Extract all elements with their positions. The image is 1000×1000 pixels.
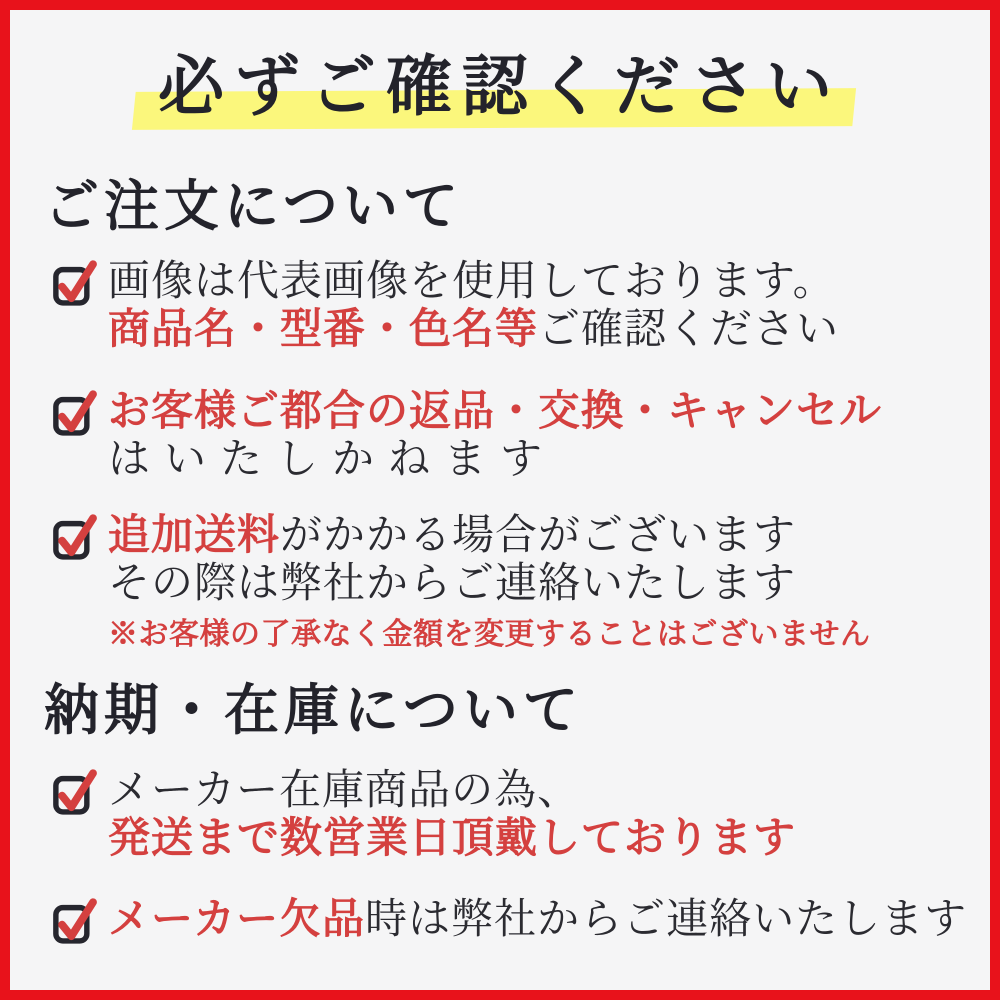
checklist-item [52, 257, 990, 353]
item-line [108, 387, 882, 435]
item-line [108, 511, 871, 559]
item-line [108, 766, 796, 814]
checkbox-checked-icon [52, 385, 100, 439]
checklist-item [52, 511, 990, 655]
item-line [108, 435, 882, 483]
item-text [108, 511, 871, 655]
item-text-segment: がかかる場合がございます [280, 509, 797, 559]
item-text [108, 257, 839, 353]
item-text-segment: 商品名・型番・色名等 [108, 304, 539, 354]
item-text-segment: メーカー在庫商品の為、 [108, 764, 581, 814]
checkbox-checked-icon [52, 509, 100, 563]
item-text-segment: ご確認ください [538, 304, 840, 354]
item-text-segment: メーカー欠品 [108, 894, 366, 944]
page-title [152, 46, 848, 128]
item-line [108, 814, 796, 862]
checkbox-checked-icon [52, 893, 100, 947]
item-text [108, 766, 796, 862]
item-line [108, 257, 839, 305]
item-text [108, 895, 967, 943]
item-text-segment: 画像は代表画像を使用しております。 [108, 256, 836, 306]
item-line [108, 559, 871, 607]
item-text-segment: 発送まで数営業日頂戴しております [108, 812, 797, 862]
checkbox-checked-icon [52, 764, 100, 818]
item-text-segment: 時は弊社からご連絡いたします [365, 894, 968, 944]
item-line [108, 895, 967, 943]
checkbox-checked-icon [52, 255, 100, 309]
checklist-item [52, 387, 990, 483]
title-row [10, 46, 990, 128]
page-title-text: 必ずご確認ください [158, 47, 842, 125]
section-heading-orders: ご注文について [44, 172, 463, 238]
item-text-segment: お客様ご都合の返品・交換・キャンセル [108, 385, 883, 435]
item-text-segment: 追加送料 [108, 509, 281, 559]
item-text-segment: はいたしかねます [108, 433, 557, 483]
checklist-item [52, 766, 990, 862]
item-line [108, 305, 839, 353]
checklist-item [52, 895, 990, 947]
section-heading-delivery-stock: 納期・在庫について [44, 677, 583, 743]
footnote: ※お客様の了承なく金額を変更することはございません [108, 617, 871, 653]
item-text-segment: その際は弊社からご連絡いたします [108, 557, 797, 607]
item-text [108, 387, 882, 483]
